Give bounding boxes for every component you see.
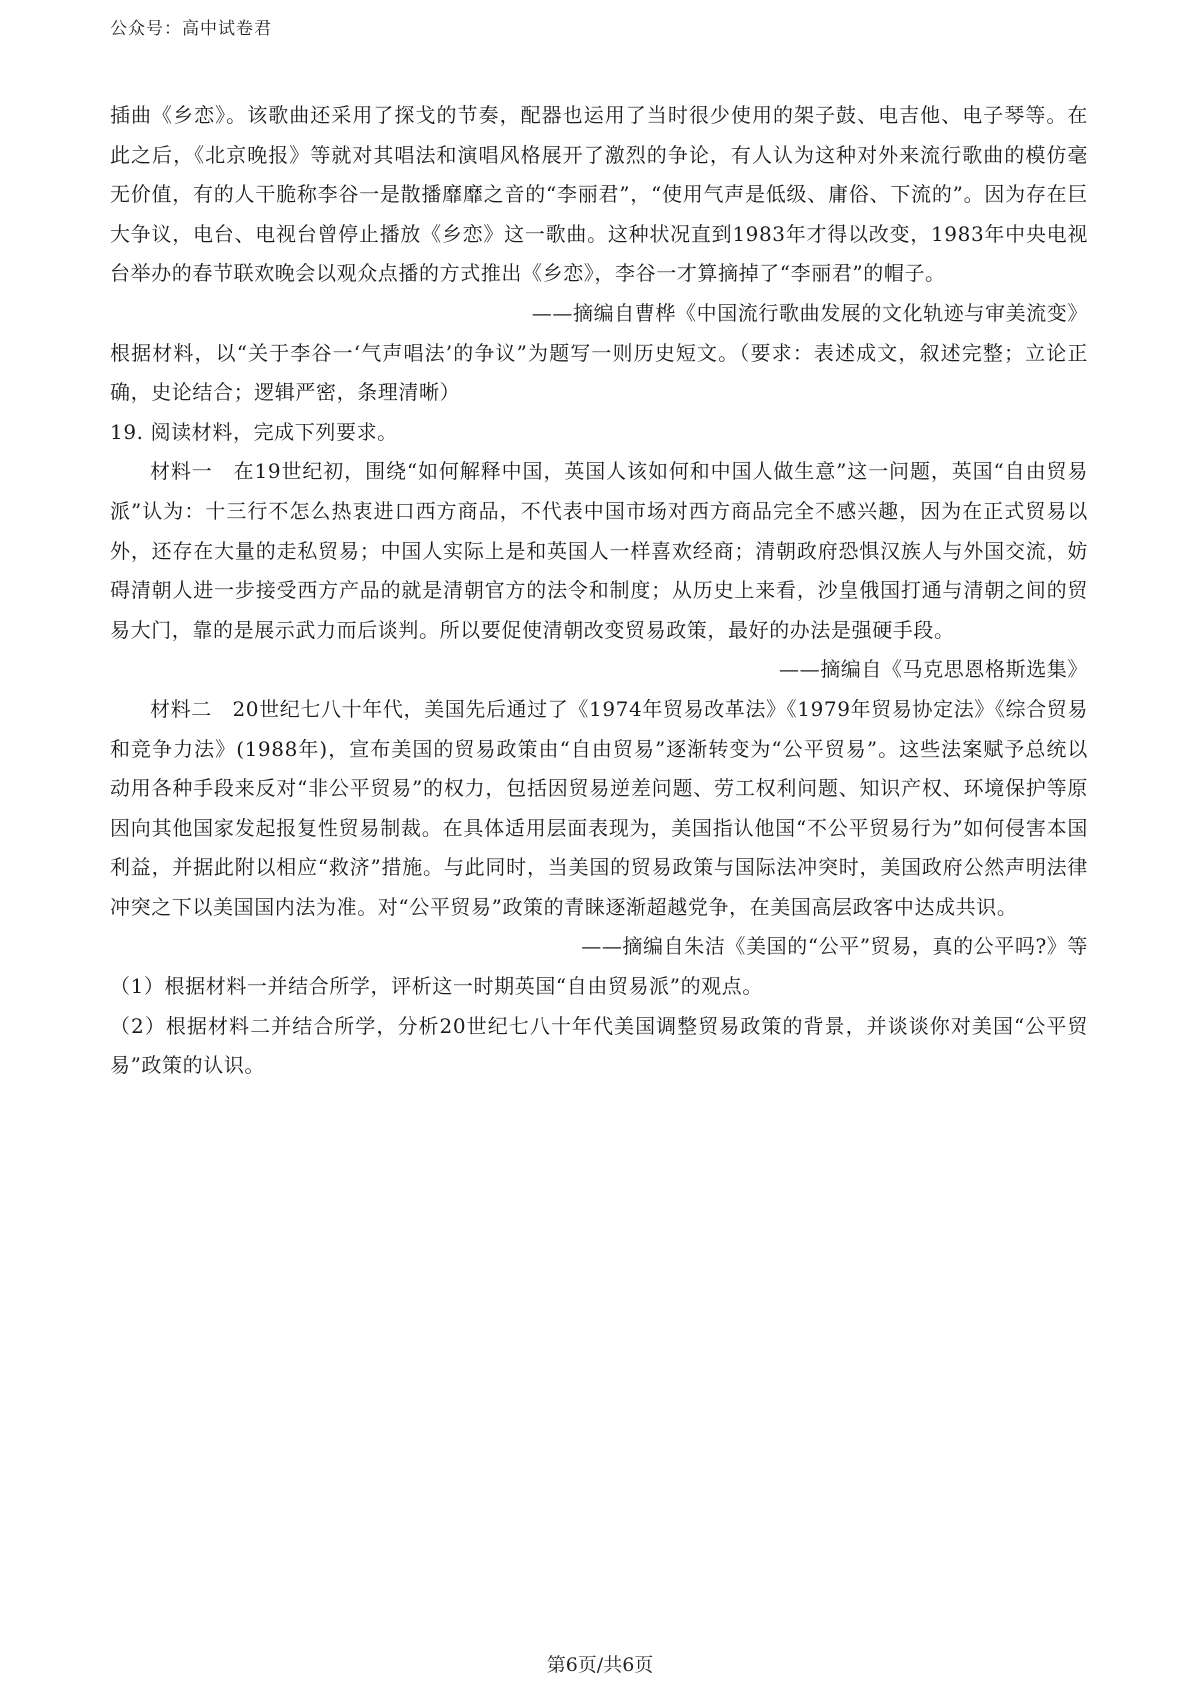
q18-task: 根据材料，以“关于李谷一‘气声唱法’的争议”为题写一则历史短文。（要求：表述成文，叙述完整；立论正确，史论结合；逻辑严密，条理清晰） xyxy=(110,340,1088,405)
q19-heading: 19. 阅读材料，完成下列要求。 xyxy=(110,419,398,444)
page-header-label: 公众号：高中试卷君 xyxy=(110,19,272,39)
q18-source-citation: ——摘编自曹桦《中国流行歌曲发展的文化轨迹与审美流变》 xyxy=(531,300,1088,325)
q19-subquestion-1: （1）根据材料一并结合所学，评析这一时期英国“自由贸易派”的观点。 xyxy=(110,974,763,999)
q19-source-2: ——摘编自朱洁《美国的“公平”贸易，真的公平吗?》等 xyxy=(581,934,1088,959)
q18-material-continued: 插曲《乡恋》。该歌曲还采用了探戈的节奏，配器也运用了当时很少使用的架子鼓、电吉他、电子琴等。在此之后，《北京晚报》等就对其唱法和演唱风格展开了激烈的争论，有人认为这种对外来流行歌曲的模仿毫无价值，有的人干脆称李谷一是散播靡靡之音的“李丽君”，“使用气声是低级、庸俗、下流的”。因为存在巨大争议，电台、电视台曾停止播放《乡恋》这一歌曲。这种状况直到1983年才得以改变，1983年中央电视台举办的春节联欢晚会以观众点播的方式推出《乡恋》，李谷一才算摘掉了“李丽君”的帽子。 xyxy=(110,103,1088,286)
page-number: 第6页/共6页 xyxy=(546,1654,654,1676)
q19-material-2: 材料二 20世纪七八十年代，美国先后通过了《1974年贸易改革法》《1979年贸易协定法》《综合贸易和竞争力法》(1988年)，宣布美国的贸易政策由“自由贸易”逐渐转变为“公平贸易”。这些法案赋予总统以动用各种手段来反对“非公平贸易”的权力，包括因贸易逆差问题、劳工权利问题、知识产权、环境保护等原因向其他国家发起报复性贸易制裁。在具体适用层面表现为，美国指认他国“不公平贸易行为”如何侵害本国利益，并据此附以相应“救济”措施。与此同时，当美国的贸易政策与国际法冲突时，美国政府公然声明法律冲突之下以美国国内法为准。对“公平贸易”政策的青睐逐渐超越党争，在美国高层政客中达成共识。 xyxy=(110,696,1088,919)
document-body xyxy=(110,96,1088,1086)
q19-source-1: ——摘编自《马克思恩格斯选集》 xyxy=(779,657,1088,682)
q19-material-1: 材料一 在19世纪初，围绕“如何解释中国，英国人该如何和中国人做生意”这一问题，英国“自由贸易派”认为：十三行不怎么热衷进口西方商品，不代表中国市场对西方商品完全不感兴趣，因为在正式贸易以外，还存在大量的走私贸易；中国人实际上是和英国人一样喜欢经商；清朝政府恐惧汉族人与外国交流，妨碍清朝人进一步接受西方产品的就是清朝官方的法令和制度；从历史上来看，沙皇俄国打通与清朝之间的贸易大门，靠的是展示武力而后谈判。所以要促使清朝改变贸易政策，最好的办法是强硬手段。 xyxy=(110,459,1088,642)
q19-subquestion-2: （2）根据材料二并结合所学，分析20世纪七八十年代美国调整贸易政策的背景，并谈谈你对美国“公平贸易”政策的认识。 xyxy=(110,1013,1088,1078)
